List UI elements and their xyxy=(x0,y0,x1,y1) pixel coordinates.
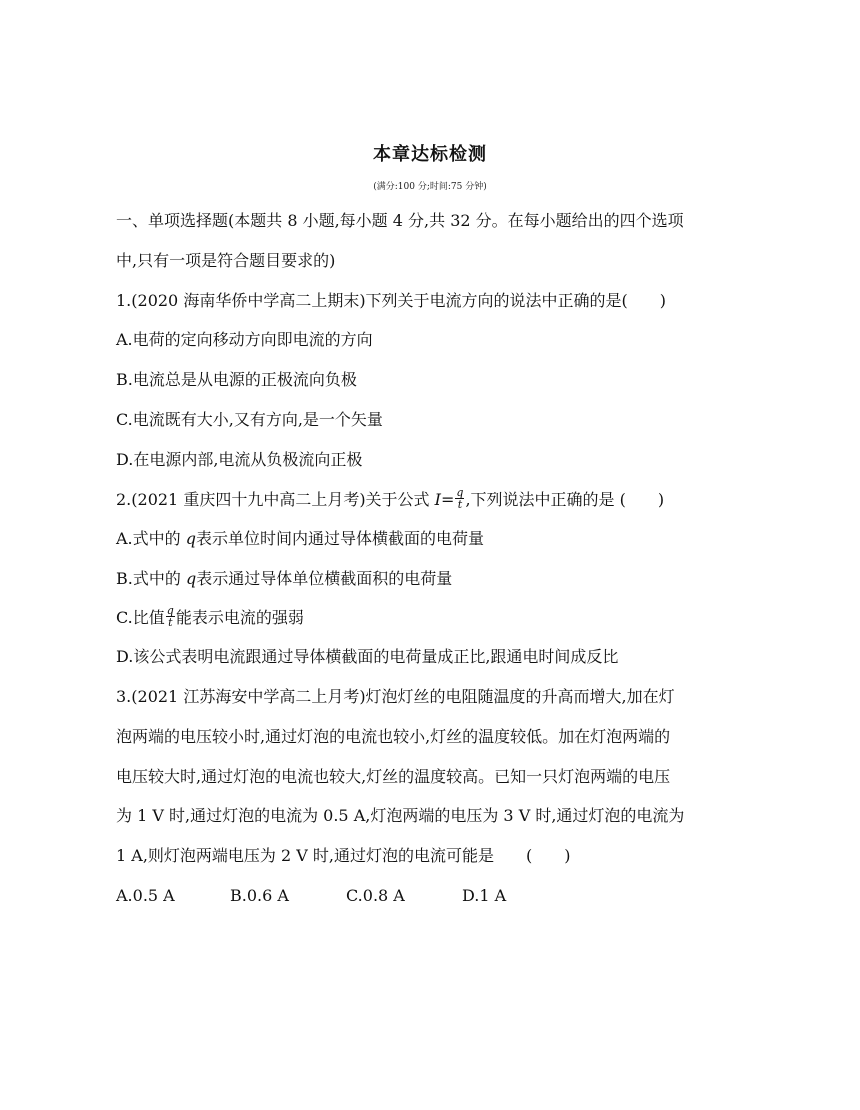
question-2-option-d: D.该公式表明电流跟通过导体横截面的电荷量成正比,跟通电时间成反比 xyxy=(116,647,619,666)
question-3-stem-line-3: 电压较大时,通过灯泡的电流也较大,灯丝的温度较高。已知一只灯泡两端的电压 xyxy=(116,767,671,786)
question-2-stem-suffix: ,下列说法中正确的是 ( ) xyxy=(465,490,665,509)
question-3-option-d: D.1 A xyxy=(462,886,507,905)
question-1-option-a: A.电荷的定向移动方向即电流的方向 xyxy=(116,330,373,349)
question-3-options xyxy=(116,886,506,906)
question-1-stem: 1.(2020 海南华侨中学高二上期末)下列关于电流方向的说法中正确的是( ) xyxy=(116,291,667,310)
option-a-prefix: A.式中的 xyxy=(116,529,186,548)
formula-equals: = xyxy=(440,490,455,509)
section-heading-line-1: 一、单项选择题(本题共 8 小题,每小题 4 分,共 32 分。在每小题给出的四个选项 xyxy=(116,211,684,230)
question-1-option-d: D.在电源内部,电流从负极流向正极 xyxy=(116,450,363,469)
question-2-option-a xyxy=(116,529,484,549)
question-3-option-a: A.0.5 A xyxy=(116,886,175,905)
question-3-stem-line-1: 3.(2021 江苏海安中学高二上月考)灯泡灯丝的电阻随温度的升高而增大,加在灯 xyxy=(116,687,675,706)
question-2-option-b xyxy=(116,569,452,589)
option-b-prefix: B.式中的 xyxy=(116,569,186,588)
option-b-text: 表示通过导体单位横截面积的电荷量 xyxy=(196,569,453,588)
page-subtitle: (满分:100 分;时间:75 分钟) xyxy=(373,182,487,192)
fraction-numerator: q xyxy=(456,486,464,499)
option-c-denominator: t xyxy=(168,616,173,629)
formula-variable-i: I xyxy=(434,490,441,509)
question-3-option-b: B.0.6 A xyxy=(230,886,289,905)
question-2-stem-prefix: 2.(2021 重庆四十九中高二上月考)关于公式 xyxy=(116,490,435,509)
option-c-text: 能表示电流的强弱 xyxy=(175,608,304,627)
option-c-fraction xyxy=(166,605,175,628)
option-a-text: 表示单位时间内通过导体横截面的电荷量 xyxy=(195,529,484,548)
formula-fraction xyxy=(455,487,464,510)
question-3-option-c: C.0.8 A xyxy=(346,886,405,905)
option-c-numerator: q xyxy=(166,604,174,617)
option-a-variable: q xyxy=(185,529,196,548)
page-title: 本章达标检测 xyxy=(373,144,487,165)
question-1-option-c: C.电流既有大小,又有方向,是一个矢量 xyxy=(116,410,383,429)
question-3-stem-line-5: 1 A,则灯泡两端电压为 2 V 时,通过灯泡的电流可能是 ( ) xyxy=(116,846,571,865)
section-heading-line-2: 中,只有一项是符合题目要求的) xyxy=(116,251,336,270)
fraction-denominator: t xyxy=(457,498,463,511)
question-1-option-b: B.电流总是从电源的正极流向负极 xyxy=(116,370,357,389)
question-3-stem-line-2: 泡两端的电压较小时,通过灯泡的电流也较小,灯丝的温度较低。加在灯泡两端的 xyxy=(116,727,671,746)
option-c-prefix: C.比值 xyxy=(116,608,165,627)
question-3-stem-line-4: 为 1 V 时,通过灯泡的电流为 0.5 A,灯泡两端的电压为 3 V 时,通过灯泡的电流为 xyxy=(116,806,685,825)
question-2-stem xyxy=(116,486,665,512)
question-2-option-c xyxy=(116,604,304,630)
option-b-variable: q xyxy=(185,569,197,588)
